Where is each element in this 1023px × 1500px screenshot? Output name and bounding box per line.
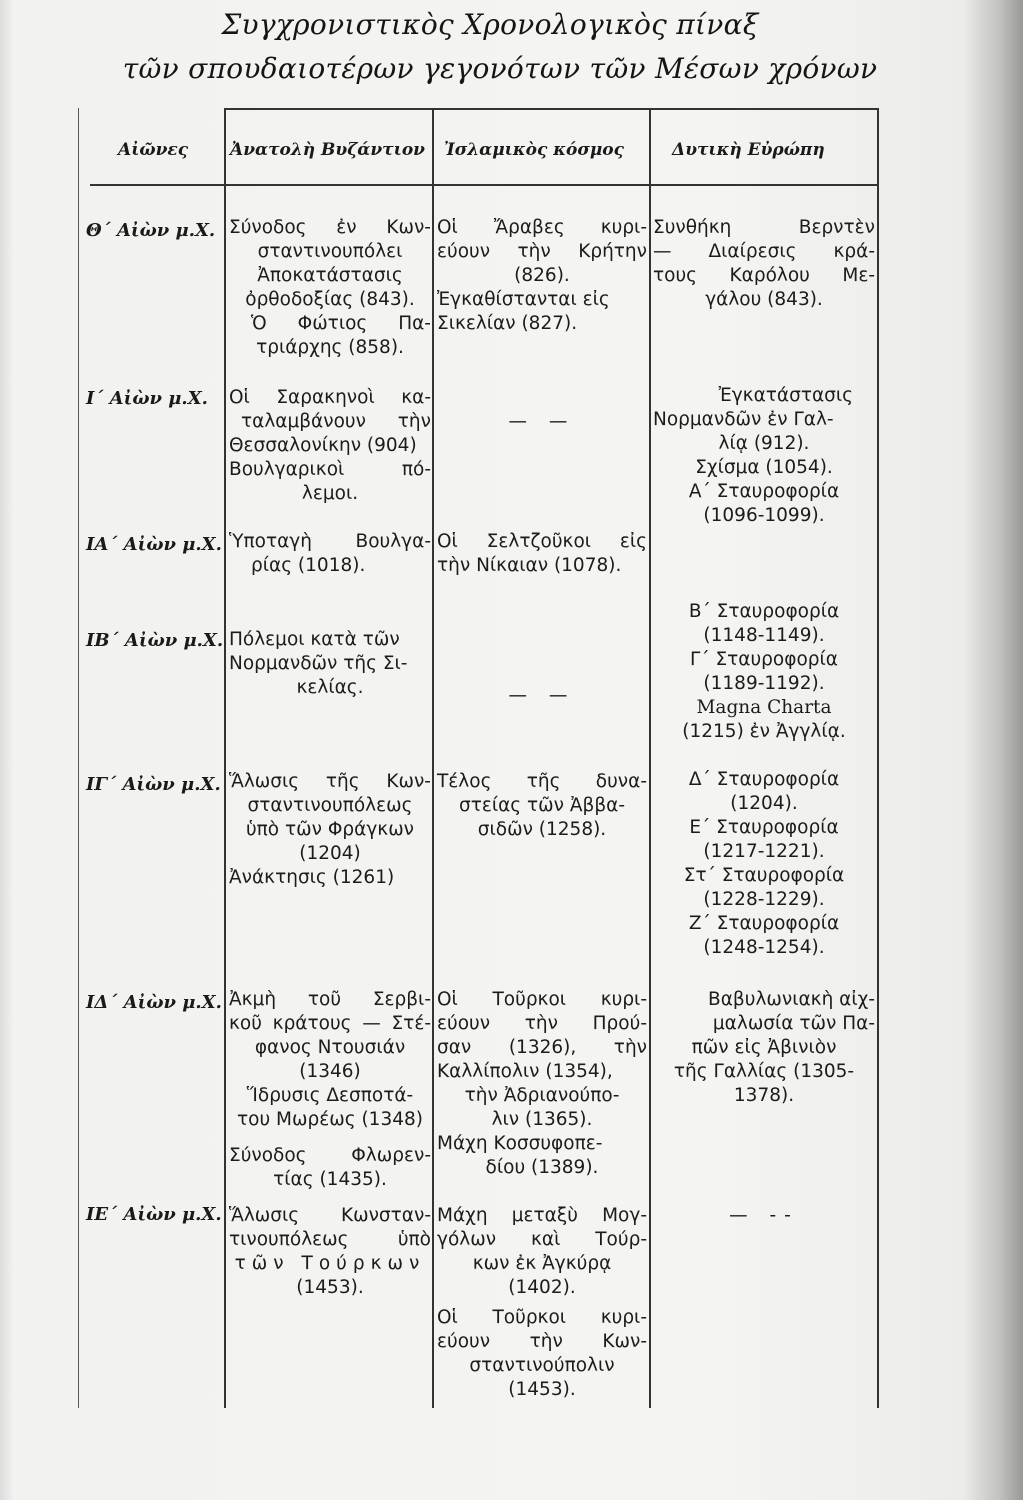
west-cell-empty: — -- — [729, 1205, 799, 1226]
west-cell: Βαβυλωνιακὴ αἰχ- μαλωσία τῶν Πα- πῶν εἰς Ἀβινιὸν τῆς Γαλλίας (1305- 1378). — [673, 989, 875, 1106]
era-label: ΙΑ΄ Αἰὼν μ.Χ. — [86, 534, 222, 555]
west-cell: Β΄ Σταυροφορία (1148-1149). Γ΄ Σταυροφορία (1189-1192). Magna Charta (1215) ἐν Ἀγγλίᾳ. — [682, 601, 846, 742]
west-cell: Συνθήκη Βερντὲν — Διαίρεσις κρά- τους Καρόλου Με- γάλου (843). — [653, 217, 875, 310]
east-cell: Ἀκμὴ τοῦ Σερβι- κοῦ κράτους — Στέ- φανος Ντουσιάν (1346) Ἵδρυσις Δεσποτά- του Μωρέως (1348) Σύνοδος Φλωρεν- τίας (1435). — [229, 989, 431, 1190]
islam-cell: Οἱ Σελτζοῦκοι εἰς τὴν Νίκαιαν (1078). — [437, 531, 647, 576]
era-label: ΙΔ΄ Αἰὼν μ.Χ. — [86, 992, 222, 1013]
page-edge-shadow — [963, 0, 1023, 1500]
header-west: Δυτικὴ Εὐρώπη — [672, 140, 825, 160]
islam-cell: Οἱ Ἄραβες κυρι- εύουν τὴν Κρήτην (826). Ἐγκαθίστανται εἰς Σικελίαν (827). — [437, 217, 647, 334]
islam-cell-empty: — — — [508, 411, 576, 432]
east-cell: Ὑποταγὴ Βουλγα- ρίας (1018). — [229, 531, 431, 576]
east-cell: Πόλεμοι κατὰ τῶν Νορμανδῶν τῆς Σι- κελίας. — [229, 629, 408, 698]
page-title: Συγχρονιστικὸς Χρονολογικὸς πίναξ — [221, 8, 759, 41]
east-cell: Σύνοδος ἐν Κων- σταντινουπόλει Ἀποκατάστασις ὀρθοδοξίας (843). Ὁ Φώτιος Πα- τριάρχης (858). — [229, 217, 431, 358]
page-subtitle: τῶν σπουδαιοτέρων γεγονότων τῶν Μέσων χρόνων — [122, 52, 878, 85]
header-east: Ἀνατολὴ Βυζάντιον — [230, 140, 425, 160]
islam-cell: Τέλος τῆς δυνα- στείας τῶν Ἀββα- σιδῶν (1258). — [437, 771, 647, 840]
column-divider — [649, 108, 651, 1408]
table-top-rule — [224, 108, 878, 110]
column-divider — [877, 108, 879, 1408]
west-cell: Ἐγκατάστασις Νορμανδῶν ἐν Γαλ- λίᾳ (912). Σχίσμα (1054). Α΄ Σταυροφορία (1096-1099). — [653, 385, 853, 526]
east-cell: Ἅλωσις Κωνσταν- τινουπόλεως ὑπὸ τῶν Τούρκων (1453). — [229, 1205, 431, 1298]
column-divider — [224, 108, 226, 1408]
header-islam: Ἰσλαμικὸς κόσμος — [444, 140, 624, 160]
era-label: ΙΒ΄ Αἰὼν μ.Χ. — [86, 630, 224, 651]
era-label: ΙΓ΄ Αἰὼν μ.Χ. — [86, 774, 221, 795]
islam-cell-empty: — — — [508, 685, 576, 706]
era-label: ΙΕ΄ Αἰὼν μ.Χ. — [86, 1204, 222, 1225]
header-rule — [90, 184, 878, 186]
era-label: Ι΄ Αἰὼν μ.Χ. — [86, 388, 208, 409]
era-label: Θ΄ Αἰὼν μ.Χ. — [86, 220, 216, 241]
islam-cell: Μάχη μεταξὺ Μογ- γόλων καὶ Τούρ- κων ἐκ Ἀγκύρᾳ (1402). Οἱ Τοῦρκοι κυρι- εύουν τὴν Κων- σταντινούπολιν (1453). — [437, 1205, 647, 1400]
west-cell: Δ΄ Σταυροφορία (1204). Ε΄ Σταυροφορία (1217-1221). Στ΄ Σταυροφορία (1228-1229). Ζ΄ Σταυροφορία (1248-1254). — [683, 769, 845, 958]
east-cell: Οἱ Σαρακηνοὶ κα- ταλαμβάνουν τὴν Θεσσαλονίκην (904) Βουλγαρικοὶ πό- λεμοι. — [229, 387, 431, 504]
table-left-rule — [78, 108, 79, 1408]
east-cell: Ἅλωσις τῆς Κων- σταντινουπόλεως ὑπὸ τῶν Φράγκων (1204) Ἀνάκτησις (1261) — [229, 771, 431, 888]
column-divider — [432, 108, 434, 1408]
header-centuries: Αἰῶνες — [118, 140, 189, 160]
islam-cell: Οἱ Τοῦρκοι κυρι- εύουν τὴν Πρού- σαν (1326), τὴν Καλλίπολιν (1354), τὴν Ἀδριανούπο- λιν (1365). Μάχη Κοσσυφοπε- δίου (1389). — [437, 989, 647, 1178]
